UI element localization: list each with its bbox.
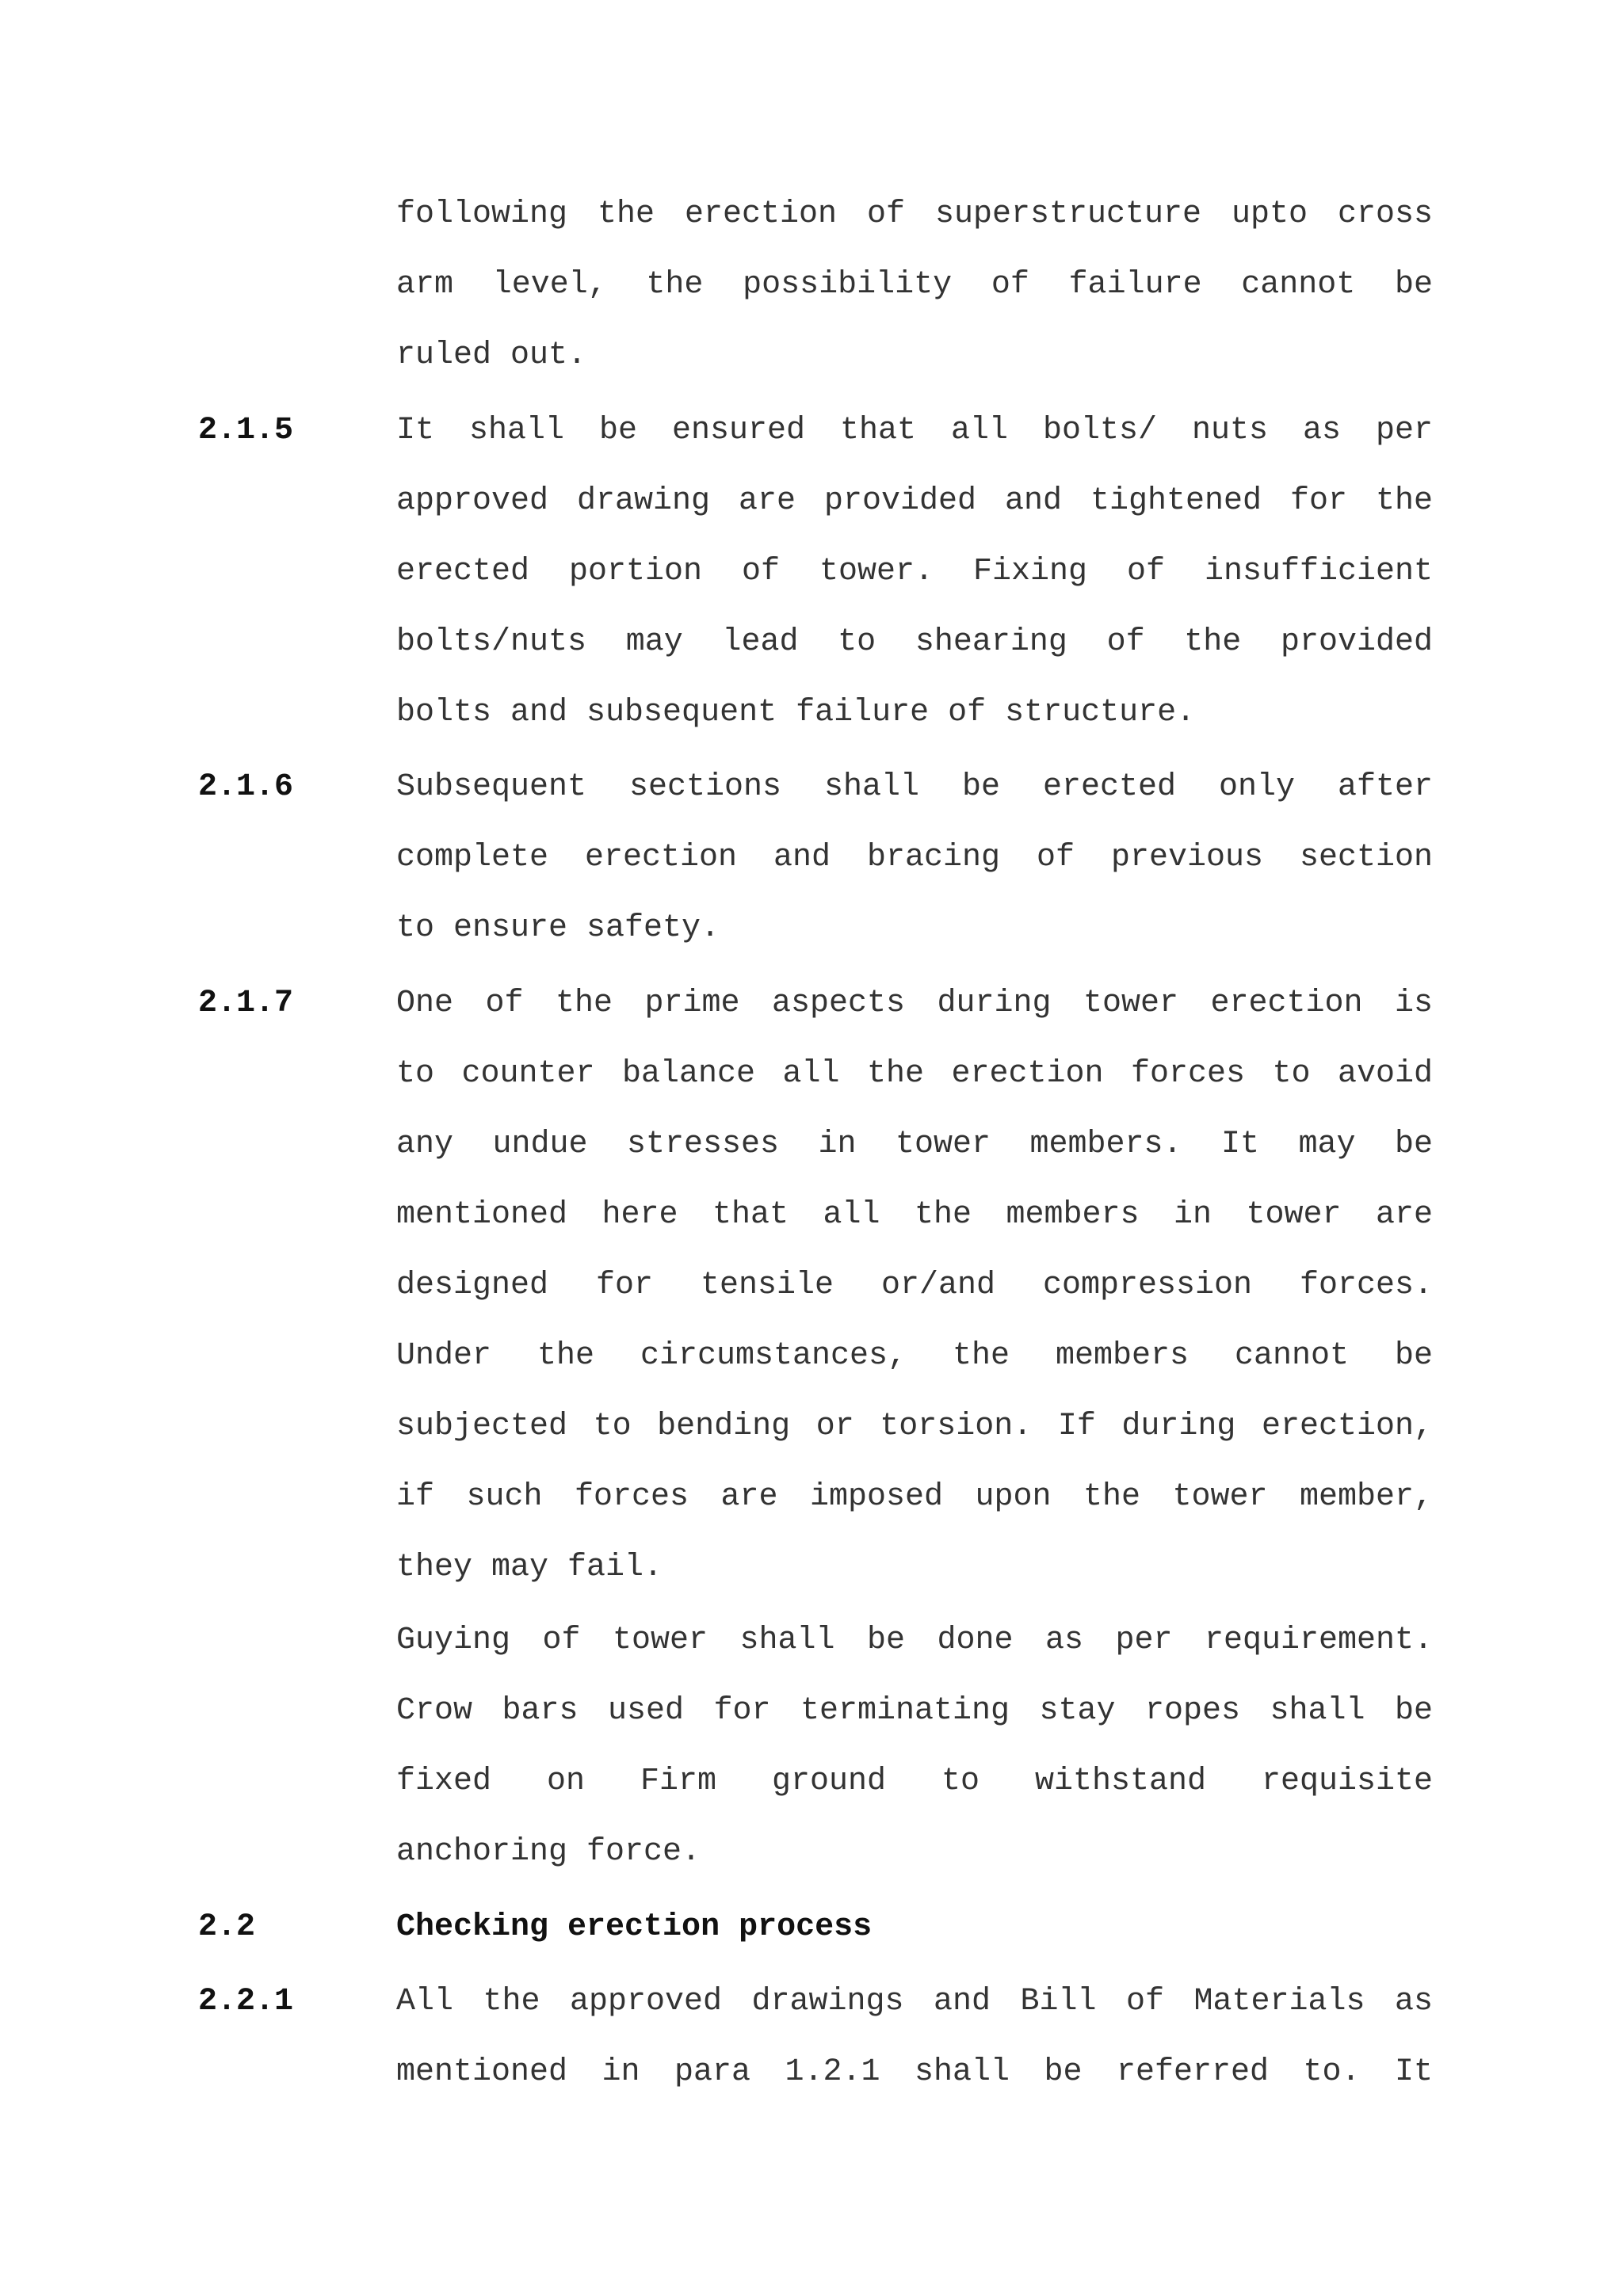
text-line: they may fail. bbox=[396, 1550, 663, 1585]
paragraph-2-2-1 bbox=[396, 1966, 1433, 2107]
text-line: Under the circumstances, the members cannot be bbox=[396, 1338, 1433, 1374]
text-line: anchoring force. bbox=[396, 1834, 701, 1870]
text-line: Subsequent sections shall be erected only after bbox=[396, 769, 1433, 805]
section-number-2-1-7: 2.1.7 bbox=[198, 986, 294, 1021]
text-line: arm level, the possibility of failure cannot be bbox=[396, 267, 1433, 303]
section-number-2-2-1: 2.2.1 bbox=[198, 1984, 294, 2019]
text-line: mentioned in para 1.2.1 shall be referred to. It bbox=[396, 2054, 1433, 2090]
section-number-2-1-5: 2.1.5 bbox=[198, 413, 294, 448]
text-line: bolts and subsequent failure of structure. bbox=[396, 695, 1196, 730]
text-line: Crow bars used for terminating stay ropes shall be bbox=[396, 1693, 1433, 1729]
text-line: following the erection of superstructure upto cross bbox=[396, 196, 1433, 232]
paragraph-continuation bbox=[396, 179, 1433, 391]
text-line: ruled out. bbox=[396, 338, 587, 373]
paragraph-2-1-5 bbox=[396, 395, 1433, 748]
text-line: All the approved drawings and Bill of Materials as bbox=[396, 1984, 1433, 2019]
section-heading: Checking erection process bbox=[396, 1909, 873, 1945]
text-line: if such forces are imposed upon the tower member, bbox=[396, 1479, 1433, 1515]
text-line: designed for tensile or/and compression forces. bbox=[396, 1268, 1433, 1303]
text-line: to counter balance all the erection forces to avoid bbox=[396, 1056, 1433, 1092]
paragraph-guying bbox=[396, 1605, 1433, 1887]
section-number-2-1-6: 2.1.6 bbox=[198, 769, 294, 805]
text-line: mentioned here that all the members in tower are bbox=[396, 1197, 1433, 1233]
text-line: One of the prime aspects during tower erection is bbox=[396, 986, 1433, 1021]
text-line: to ensure safety. bbox=[396, 910, 720, 946]
text-line: subjected to bending or torsion. If during erection, bbox=[396, 1409, 1433, 1444]
text-line: fixed on Firm ground to withstand requisite bbox=[396, 1764, 1433, 1799]
paragraph-2-1-7 bbox=[396, 968, 1433, 1603]
text-line: any undue stresses in tower members. It may be bbox=[396, 1127, 1433, 1162]
text-line: complete erection and bracing of previous section bbox=[396, 840, 1433, 875]
text-line: It shall be ensured that all bolts/ nuts as per bbox=[396, 413, 1433, 448]
text-line: bolts/nuts may lead to shearing of the provided bbox=[396, 624, 1433, 660]
section-number-2-2: 2.2 bbox=[198, 1909, 256, 1945]
text-line: erected portion of tower. Fixing of insufficient bbox=[396, 554, 1433, 589]
text-line: approved drawing are provided and tightened for the bbox=[396, 483, 1433, 519]
paragraph-2-1-6 bbox=[396, 752, 1433, 963]
text-line: Guying of tower shall be done as per requirement. bbox=[396, 1623, 1433, 1658]
